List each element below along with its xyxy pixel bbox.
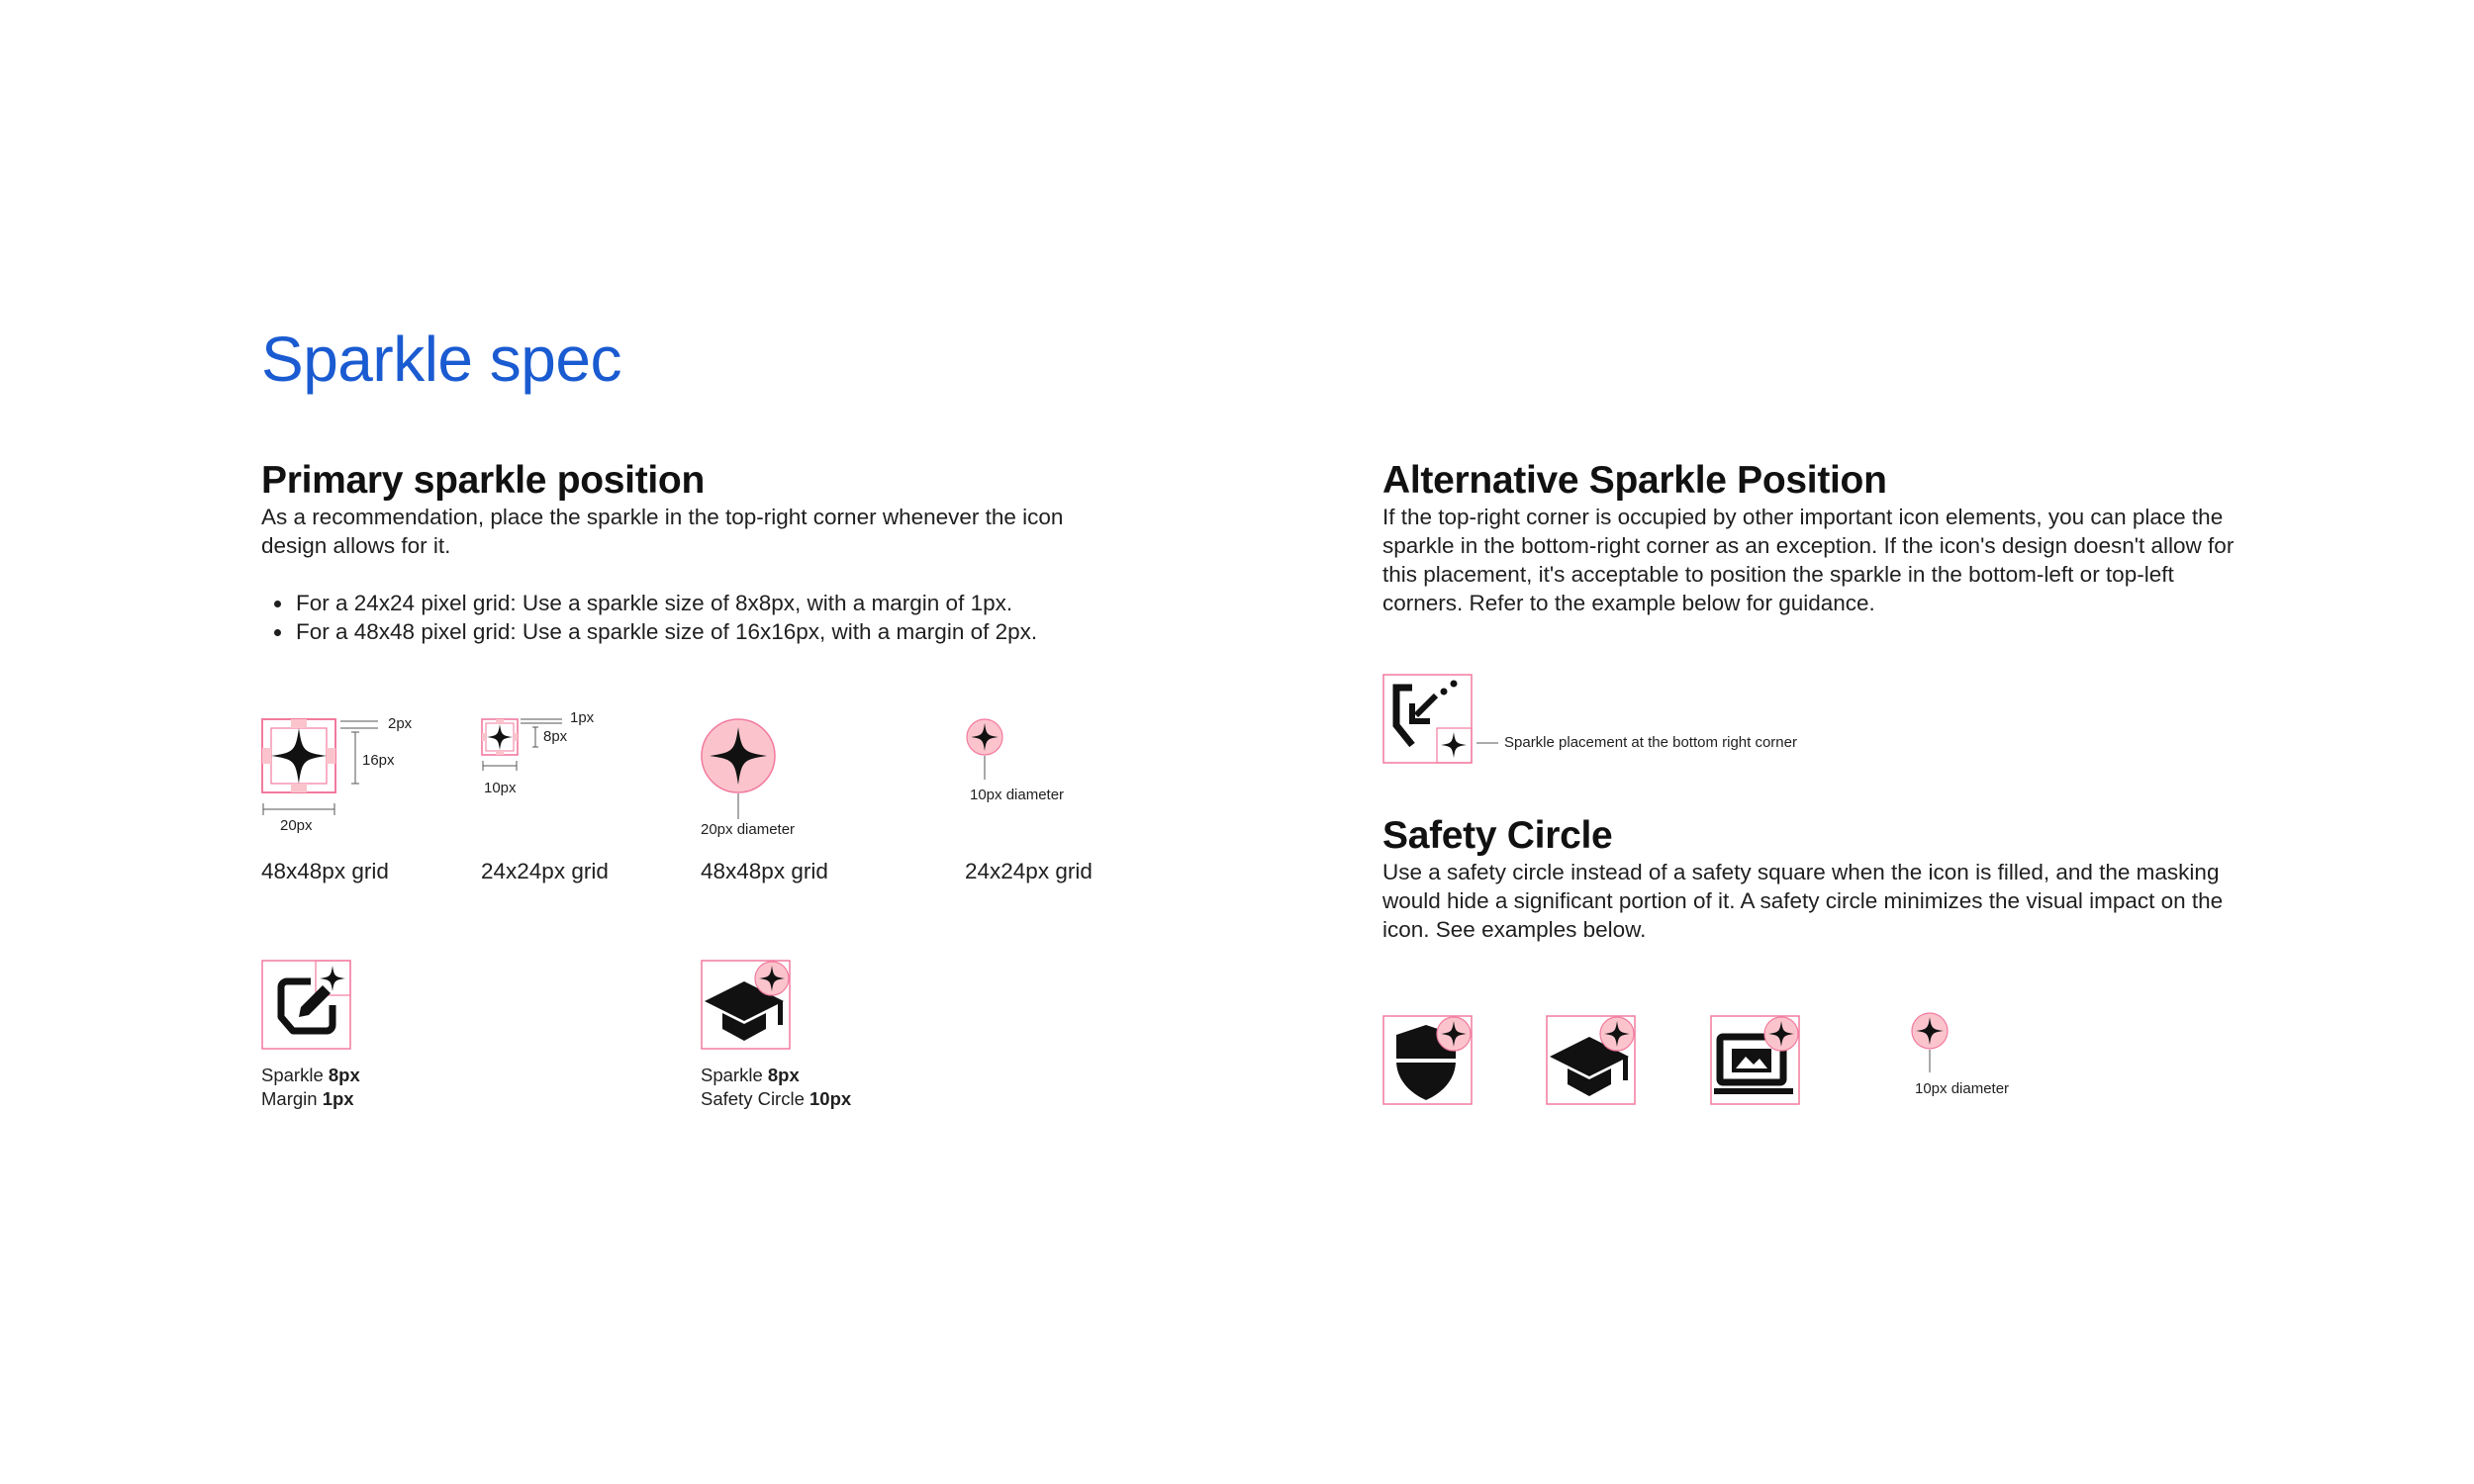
caption-label: Margin: [261, 1088, 323, 1109]
shield-icon: [1382, 1015, 1474, 1106]
spec-caption: 48x48px grid: [261, 859, 389, 883]
example-edit-icon: [261, 960, 352, 1051]
example-caption: [261, 1064, 360, 1111]
example-laptop-icon: [1710, 1015, 1801, 1106]
caption-value: 10px: [809, 1088, 852, 1109]
caption-label: Safety Circle: [701, 1088, 810, 1109]
example-graduation-icon: [1546, 1015, 1637, 1106]
graduation-cap-icon: [1546, 1015, 1637, 1106]
bullet-item: • For a 48x48 pixel grid: Use a sparkle size of 16x16px, with a margin of 2px.: [294, 617, 1165, 646]
spec-caption: 48x48px grid: [701, 859, 828, 883]
width-label: 20px: [280, 817, 313, 834]
height-label: 16px: [362, 752, 395, 769]
primary-description: As a recommendation, place the sparkle in the top-right corner whenever the icon design allows for it.: [261, 505, 1064, 558]
width-label: 10px: [484, 780, 517, 796]
sparkle-icon: [701, 718, 780, 827]
safety-description: Use a safety circle instead of a safety square when the icon is filled, and the masking would hide a significant portion of it. A safety circle minimizes the visual impact on the icon. See examples below.: [1382, 860, 2224, 942]
caption-value: 8px: [767, 1065, 800, 1085]
bullet-item: • For a 24x24 pixel grid: Use a sparkle size of 8x8px, with a margin of 1px.: [294, 589, 1165, 617]
edit-note-icon: [261, 960, 352, 1051]
diameter-label: 10px diameter: [970, 787, 1065, 803]
spec-caption: 24x24px grid: [965, 859, 1093, 883]
caption-value: 1px: [322, 1088, 354, 1109]
caption-value: 8px: [328, 1065, 360, 1085]
page-title: Sparkle spec: [261, 324, 621, 395]
diameter-label: 20px diameter: [701, 821, 796, 838]
spec-safety-circle-48: [701, 718, 780, 827]
sparkle-icon: [965, 718, 1008, 788]
photo-laptop-icon: [1710, 1015, 1801, 1106]
spec-safety-circle-24: [965, 718, 1008, 788]
graduation-cap-icon: [701, 960, 792, 1051]
leader-line: [1476, 742, 1500, 746]
safety-heading: Safety Circle: [1382, 814, 1613, 857]
height-label: 8px: [543, 728, 568, 745]
safety-circle-diagram: [1910, 1011, 1953, 1080]
primary-heading: Primary sparkle position: [261, 459, 705, 502]
primary-bullets: [261, 589, 1165, 646]
margin-label: 2px: [388, 715, 413, 732]
margin-label: 1px: [570, 709, 595, 726]
example-caption: [701, 1064, 851, 1111]
diameter-label: 10px diameter: [1915, 1080, 2010, 1097]
alternative-heading: Alternative Sparkle Position: [1382, 459, 1887, 502]
spec-caption: 24x24px grid: [481, 859, 609, 883]
arrow-collapse-icon: [1382, 674, 1474, 765]
example-shield-icon: [1382, 1015, 1474, 1106]
caption-label: Sparkle: [701, 1065, 768, 1085]
example-label: Sparkle placement at the bottom right corner: [1504, 734, 1797, 751]
example-graduation-icon: [701, 960, 792, 1051]
alternative-description: If the top-right corner is occupied by other important icon elements, you can place the sparkle in the bottom-right corner as an exception. If the icon's design doesn't allow for this placement, it's acceptable to position the sparkle in the bottom-left or top-left corners. Refer to the example below for guidance.: [1382, 505, 2235, 615]
example-arrow-icon: [1382, 674, 1474, 765]
sparkle-icon: [1910, 1011, 1953, 1080]
caption-label: Sparkle: [261, 1065, 329, 1085]
